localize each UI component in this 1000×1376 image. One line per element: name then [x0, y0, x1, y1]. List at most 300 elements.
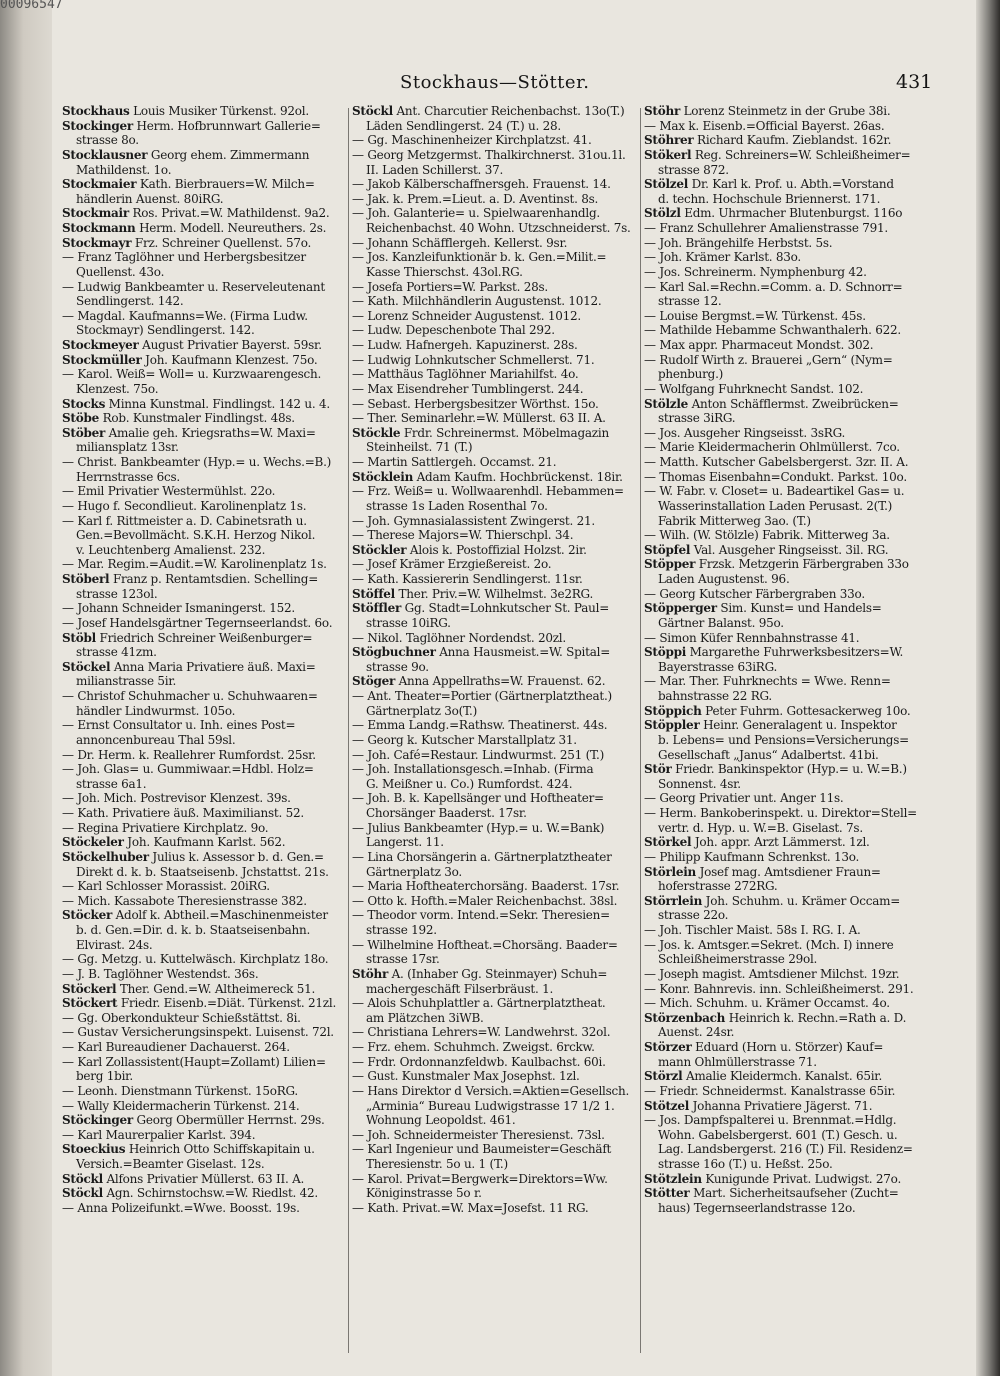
entry-continuation — [352, 1011, 644, 1026]
entry-continuation — [644, 660, 936, 675]
entry-text: — Dr. Herm. k. Reallehrer Rumfordst. 25sr. — [62, 747, 316, 762]
entry-continuation — [62, 382, 354, 397]
sub-entry — [644, 806, 936, 821]
entry-text: — Joh. Brängehilfe Herbstst. 5s. — [644, 235, 833, 250]
surname: Stoeckius — [62, 1142, 126, 1157]
sub-entry — [352, 996, 644, 1011]
entry-text: Josef mag. Amtsdiener Fraun= — [696, 864, 881, 879]
entry-text: — Matth. Kutscher Gabelsbergerst. 3zr. II. A. — [644, 455, 909, 469]
entry-text: strasse 1s Laden Rosenthal 7o. — [366, 498, 548, 513]
surname: Stölzl — [644, 206, 681, 221]
sub-entry — [352, 455, 644, 470]
surname: Stötzlein — [644, 1171, 702, 1186]
entry-text: — Wally Kleidermacherin Türkenst. 214. — [62, 1098, 300, 1113]
sub-entry — [62, 616, 354, 631]
entry-continuation — [62, 470, 354, 485]
surname: Störzer — [644, 1040, 692, 1054]
directory-entry — [644, 206, 936, 221]
surname: Stöckl — [62, 1171, 103, 1186]
sub-entry — [644, 236, 936, 251]
surname: Störlein — [644, 864, 697, 879]
column-1 — [62, 104, 354, 1216]
entry-text: — Leonh. Dienstmann Türkenst. 15oRG. — [62, 1083, 298, 1098]
entry-text: b. Lebens= und Pensions=Versicherungs= — [658, 732, 909, 747]
directory-entry — [62, 221, 354, 236]
sub-entry — [352, 1084, 644, 1099]
entry-text: haus) Tegernseerlandstrasse 12o. — [658, 1200, 856, 1215]
entry-text: Läden Sendlingerst. 24 (T.) u. 28. — [366, 118, 561, 133]
entry-text: Ant. Charcutier Reichenbachst. 13o(T.) — [392, 104, 625, 118]
entry-text: händler Lindwurmst. 105o. — [76, 703, 236, 718]
directory-entry — [352, 426, 644, 441]
sub-entry — [644, 323, 936, 338]
sub-entry — [644, 1113, 936, 1128]
sub-entry — [352, 557, 644, 572]
entry-continuation — [644, 163, 936, 178]
entry-text: — Martin Sattlergeh. Occamst. 21. — [352, 455, 557, 469]
sub-entry — [644, 382, 936, 397]
entry-text: — Jos. k. Amtsger.=Sekret. (Mch. I) innere — [644, 937, 894, 952]
sub-entry — [352, 762, 644, 777]
entry-continuation — [62, 133, 354, 148]
sub-entry — [62, 280, 354, 295]
sub-entry — [352, 1142, 644, 1157]
surname: Störkel — [644, 835, 692, 850]
entry-text: Frz. Schreiner Quellenst. 57o. — [131, 235, 312, 250]
entry-text: — Ther. Seminarlehr.=W. Müllerst. 63 II. A. — [352, 411, 606, 426]
directory-entry — [62, 338, 354, 353]
entry-text: Mart. Sicherheitsaufseher (Zucht= — [689, 1186, 899, 1201]
surname: Stocks — [62, 396, 106, 411]
entry-text: Reg. Schreiners=W. Schleißheimer= — [691, 147, 911, 162]
entry-text: — Frz. Weiß= u. Wollwaarenhdl. Hebammen= — [352, 484, 624, 499]
entry-text: — Wolfgang Fuhrknecht Sandst. 102. — [644, 381, 864, 396]
entry-continuation — [644, 821, 936, 836]
entry-text: Schleißheimerstrasse 29ol. — [658, 952, 818, 967]
directory-entry — [352, 645, 644, 660]
sub-entry — [644, 674, 936, 689]
entry-continuation — [644, 879, 936, 894]
entry-text: hoferstrasse 272RG. — [658, 879, 778, 894]
entry-text: — Jakob Kälberschaffnersgeh. Frauenst. 14. — [352, 177, 611, 192]
sub-entry — [352, 338, 644, 353]
entry-text: Anna Maria Privatiere äuß. Maxi= — [110, 659, 316, 674]
entry-continuation — [644, 733, 936, 748]
entry-text: — Herm. Bankoberinspekt. u. Direktor=Stell= — [644, 806, 917, 820]
entry-text: Elvirast. 24s. — [76, 937, 153, 952]
entry-continuation — [352, 499, 644, 514]
surname: Stöpfel — [644, 542, 691, 557]
entry-continuation — [352, 806, 644, 821]
surname: Stöckert — [62, 996, 118, 1011]
directory-entry — [644, 762, 936, 777]
entry-text: Anna Hausmeist.=W. Spital= — [435, 645, 610, 660]
surname: Stöber — [62, 425, 106, 440]
entry-text: — Gustav Versicherungsinspekt. Luisenst. 72l. — [62, 1025, 334, 1040]
entry-text: — Rudolf Wirth z. Brauerei „Gern“ (Nym= — [644, 352, 893, 367]
surname: Stöbl — [62, 630, 96, 645]
sub-entry — [352, 938, 644, 953]
surname: Stockmann — [62, 221, 136, 235]
sub-entry — [352, 528, 644, 543]
sub-entry — [352, 1025, 644, 1040]
entry-text: — Gg. Metzg. u. Kuttelwäsch. Kirchplatz 18o. — [62, 952, 329, 967]
directory-entry — [644, 704, 936, 719]
sub-entry — [644, 338, 936, 353]
directory-entry — [62, 206, 354, 221]
entry-continuation — [352, 616, 644, 631]
sub-entry — [644, 1084, 936, 1099]
scan-identifier: 00096547 — [0, 0, 63, 12]
entry-text: Richard Kaufm. Zieblandst. 162r. — [693, 133, 892, 148]
entry-continuation — [352, 982, 644, 997]
entry-text: — Karol. Weiß= Woll= u. Kurzwaarengesch. — [62, 367, 322, 382]
directory-entry — [644, 557, 936, 572]
entry-text: strasse 12. — [658, 294, 722, 309]
sub-entry — [352, 514, 644, 529]
entry-text: annoncenbureau Thal 59sl. — [76, 732, 236, 747]
surname: Stöckelhuber — [62, 849, 149, 864]
entry-text: Heinrich k. Rechn.=Rath a. D. — [725, 1010, 907, 1025]
entry-text: — Georg Privatier unt. Anger 11s. — [644, 791, 844, 806]
surname: Stöckerl — [62, 981, 117, 996]
sub-entry — [644, 470, 936, 485]
entry-text: strasse 16o (T.) u. Heßst. 25o. — [658, 1157, 833, 1171]
surname: Stöckle — [352, 425, 401, 440]
entry-text: Joh. Schuhm. u. Krämer Occam= — [702, 893, 901, 908]
sub-entry — [62, 689, 354, 704]
entry-text: — Maria Hoftheaterchorsäng. Baaderst. 17sr. — [352, 879, 620, 894]
entry-text: strasse 10iRG. — [366, 615, 451, 630]
entry-text: miliansplatz 13sr. — [76, 440, 179, 455]
sub-entry — [644, 923, 936, 938]
entry-text: mann Ohlmüllerstrasse 71. — [658, 1054, 817, 1069]
sub-entry — [352, 1128, 644, 1143]
directory-entry — [644, 543, 936, 558]
entry-text: Kunigunde Privat. Ludwigst. 27o. — [701, 1171, 902, 1186]
entry-text: Steinheilst. 71 (T.) — [366, 440, 473, 455]
entry-text: — Philipp Kaufmann Schrenkst. 13o. — [644, 849, 860, 864]
sub-entry — [352, 1069, 644, 1084]
entry-text: Peter Fuhrm. Gottesackerweg 10o. — [701, 703, 911, 718]
directory-entry — [644, 645, 936, 660]
entry-text: — Karl Ingenieur und Baumeister=Geschäft — [352, 1142, 612, 1157]
entry-text: strasse 22o. — [658, 908, 729, 923]
directory-entry — [644, 397, 936, 412]
entry-continuation — [644, 1157, 936, 1172]
surname: Stöberl — [62, 572, 110, 586]
entry-text: am Plätzchen 3iWB. — [366, 1010, 484, 1025]
sub-entry — [644, 353, 936, 368]
entry-text: — Therese Majors=W. Thierschpl. 34. — [352, 528, 574, 543]
sub-entry — [644, 791, 936, 806]
directory-entry — [62, 1142, 354, 1157]
sub-entry — [62, 601, 354, 616]
entry-text: — Max Eisendreher Tumblingerst. 244. — [352, 381, 584, 396]
surname: Stöppich — [644, 703, 702, 718]
sub-entry — [644, 440, 936, 455]
column-2 — [352, 104, 644, 1216]
entry-continuation — [352, 660, 644, 675]
entry-text: G. Meißner u. Co.) Rumfordst. 424. — [366, 776, 573, 791]
entry-text: — Magdal. Kaufmanns=We. (Firma Ludw. — [62, 308, 308, 323]
page-edge-shadow — [976, 0, 1000, 1376]
directory-entry — [62, 353, 354, 368]
sub-entry — [352, 382, 644, 397]
directory-entry — [62, 119, 354, 134]
surname: Stöbe — [62, 411, 99, 426]
sub-entry — [352, 733, 644, 748]
entry-continuation — [62, 543, 354, 558]
sub-entry — [62, 1128, 354, 1143]
entry-continuation — [644, 499, 936, 514]
sub-entry — [644, 967, 936, 982]
entry-continuation — [62, 1069, 354, 1084]
column-3 — [644, 104, 936, 1216]
entry-text: — Simon Küfer Rennbahnstrasse 41. — [644, 630, 860, 645]
sub-entry — [62, 557, 354, 572]
entry-text: Herrnstrasse 6cs. — [76, 469, 180, 484]
sub-entry — [352, 879, 644, 894]
entry-continuation — [62, 923, 354, 938]
entry-text: „Arminia“ Bureau Ludwigstrasse 17 1/2 1. — [366, 1098, 615, 1113]
entry-text: — Frz. ehem. Schuhmch. Zweigst. 6rckw. — [352, 1040, 595, 1054]
sub-entry — [352, 353, 644, 368]
sub-entry — [644, 250, 936, 265]
entry-continuation — [352, 1099, 644, 1114]
entry-text: strasse 872. — [658, 162, 729, 177]
entry-text: — Johann Schneider Ismaningerst. 152. — [62, 601, 295, 616]
entry-text: — Georg Kutscher Färbergraben 33o. — [644, 586, 865, 601]
entry-continuation — [644, 689, 936, 704]
entry-text: Friedr. Bankinspektor (Hyp.= u. W.=B.) — [671, 762, 907, 777]
entry-text: — Joh. Café=Restaur. Lindwurmst. 251 (T.) — [352, 747, 605, 762]
entry-text: — Mar. Regim.=Audit.=W. Karolinenplatz 1s. — [62, 557, 327, 572]
entry-text: Heinr. Generalagent u. Inspektor — [699, 718, 897, 733]
directory-entry — [62, 908, 354, 923]
entry-text: — Joh. Gymnasialassistent Zwingerst. 21. — [352, 513, 595, 528]
sub-entry — [644, 850, 936, 865]
entry-text: Agn. Schirnstochsw.=W. Riedlst. 42. — [102, 1186, 318, 1201]
entry-text: Margarethe Fuhrwerksbesitzers=W. — [686, 645, 904, 660]
entry-text: Joh. Kaufmann Klenzest. 75o. — [141, 352, 318, 367]
entry-continuation — [352, 221, 644, 236]
entry-text: strasse 123ol. — [76, 586, 158, 601]
sub-entry — [352, 294, 644, 309]
directory-entry — [644, 718, 936, 733]
entry-continuation — [644, 952, 936, 967]
entry-text: — Ludw. Hafnergeh. Kapuzinerst. 28s. — [352, 338, 578, 352]
entry-text: — Thomas Eisenbahn=Condukt. Parkst. 10o. — [644, 469, 907, 484]
sub-entry — [352, 908, 644, 923]
entry-text: Direkt d. k. b. Staatseisenb. Jchstattst. 21s. — [76, 864, 329, 879]
entry-text: Amalie geh. Kriegsraths=W. Maxi= — [105, 425, 316, 440]
surname: Stökerl — [644, 147, 692, 162]
sub-entry — [62, 894, 354, 909]
entry-text: — Jos. Dampfspalterei u. Brennmat.=Hdlg. — [644, 1113, 897, 1128]
entry-text: August Privatier Bayerst. 59sr. — [138, 338, 322, 352]
surname: Stör — [644, 762, 672, 777]
entry-continuation — [352, 265, 644, 280]
entry-text: Gärtnerplatz 3o(T.) — [366, 703, 478, 718]
entry-text: A. (Inhaber Gg. Steinmayer) Schuh= — [388, 966, 608, 981]
entry-continuation — [352, 923, 644, 938]
directory-entry — [644, 1069, 936, 1084]
entry-continuation — [62, 938, 354, 953]
entry-continuation — [644, 777, 936, 792]
entry-continuation — [644, 1201, 936, 1216]
entry-text: — Mich. Schuhm. u. Krämer Occamst. 4o. — [644, 996, 890, 1011]
surname: Stöffler — [352, 601, 402, 616]
directory-entry — [62, 177, 354, 192]
entry-continuation — [352, 1157, 644, 1172]
entry-continuation — [644, 1142, 936, 1157]
directory-entry — [352, 104, 644, 119]
entry-text: vertr. d. Hyp. u. W.=B. Giselast. 7s. — [658, 820, 863, 835]
entry-continuation — [644, 1128, 936, 1143]
entry-text: — Franz Taglöhner und Herbergsbesitzer — [62, 250, 306, 265]
entry-continuation — [644, 1025, 936, 1040]
entry-text: — Karl Schlosser Morassist. 20iRG. — [62, 879, 270, 894]
entry-text: Friedrich Schreiner Weißenburger= — [95, 630, 313, 645]
surname: Stöcklein — [352, 469, 414, 484]
entry-text: — Johann Schäfflergeh. Kellerst. 9sr. — [352, 235, 568, 250]
entry-text: — Joh. Glas= u. Gummiwaar.=Hdbl. Holz= — [62, 762, 314, 777]
entry-text: strasse 192. — [366, 923, 437, 937]
sub-entry — [352, 1201, 644, 1216]
entry-text: Johanna Privatiere Jägerst. 71. — [689, 1098, 873, 1113]
entry-text: Kath. Bierbrauers=W. Milch= — [136, 177, 315, 192]
directory-entry — [62, 1186, 354, 1201]
sub-entry — [352, 192, 644, 207]
sub-entry — [644, 119, 936, 134]
entry-text: — Emma Landg.=Rathsw. Theatinerst. 44s. — [352, 718, 608, 733]
entry-text: berg 1bir. — [76, 1069, 133, 1084]
entry-continuation — [62, 777, 354, 792]
surname: Stöckl — [352, 104, 393, 118]
sub-entry — [62, 967, 354, 982]
entry-continuation — [644, 748, 936, 763]
entry-text: — Mar. Ther. Fuhrknechts = Wwe. Renn= — [644, 674, 891, 689]
entry-text: strasse 8o. — [76, 133, 139, 148]
entry-text: — Georg Metzgermst. Thalkirchnerst. 31ou.1l. — [352, 147, 626, 162]
entry-text: — Franz Schullehrer Amalienstrasse 791. — [644, 221, 888, 235]
entry-text: Minna Kunstmal. Findlingst. 142 u. 4. — [105, 396, 330, 411]
entry-text: — Kath. Privatiere äuß. Maximilianst. 52. — [62, 806, 304, 820]
entry-text: — Julius Bankbeamter (Hyp.= u. W.=Bank) — [352, 820, 605, 835]
entry-text: — Sebast. Herbergsbesitzer Wörthst. 15o. — [352, 396, 599, 411]
entry-text: — Ludwig Lohnkutscher Schmellerst. 71. — [352, 352, 595, 367]
entry-continuation — [352, 1186, 644, 1201]
directory-entry — [644, 1040, 936, 1055]
surname: Stölzle — [644, 396, 689, 411]
page-number: 431 — [896, 71, 933, 93]
entry-text: — Jos. Ausgeher Ringseisst. 3sRG. — [644, 425, 846, 440]
surname: Stögbuchner — [352, 645, 436, 660]
surname: Stöckinger — [62, 1113, 133, 1128]
sub-entry — [352, 850, 644, 865]
entry-text: Julius k. Assessor b. d. Gen.= — [148, 849, 324, 864]
entry-text: Frdr. Schreinermst. Möbelmagazin — [400, 425, 609, 440]
entry-text: Stockmayr) Sendlingerst. 142. — [76, 323, 255, 338]
entry-text: Alfons Privatier Müllerst. 63 II. A. — [102, 1171, 305, 1186]
sub-entry — [62, 1099, 354, 1114]
sub-entry — [62, 791, 354, 806]
entry-text: Mathildenst. 1o. — [76, 162, 172, 177]
sub-entry — [352, 236, 644, 251]
directory-entry — [62, 411, 354, 426]
sub-entry — [352, 484, 644, 499]
entry-text: — Christiana Lehrers=W. Landwehrst. 32ol. — [352, 1025, 611, 1040]
sub-entry — [352, 689, 644, 704]
entry-text: — J. B. Taglöhner Westendst. 36s. — [62, 966, 259, 981]
entry-text: — Karl Maurerpalier Karlst. 394. — [62, 1127, 256, 1142]
entry-continuation — [644, 367, 936, 382]
entry-text: — Karol. Privat=Bergwerk=Direktors=Ww. — [352, 1171, 608, 1186]
entry-text: Ros. Privat.=W. Mathildenst. 9a2. — [128, 206, 330, 221]
entry-text: v. Leuchtenberg Amalienst. 232. — [76, 542, 266, 557]
sub-entry — [62, 1084, 354, 1099]
sub-entry — [62, 1025, 354, 1040]
entry-text: — Christof Schuhmacher u. Schuhwaaren= — [62, 689, 318, 703]
surname: Stöppi — [644, 645, 687, 660]
sub-entry — [62, 1201, 354, 1216]
directory-entry — [644, 894, 936, 909]
surname: Stocklausner — [62, 147, 148, 162]
entry-text: Fabrik Mitterweg 3ao. (T.) — [658, 513, 811, 528]
entry-continuation — [352, 835, 644, 850]
entry-text: Lag. Landsbergerst. 216 (T.) Fil. Residenz= — [658, 1142, 913, 1157]
directory-entry — [644, 601, 936, 616]
entry-text: — Joh. Mich. Postrevisor Klenzest. 39s. — [62, 791, 291, 806]
directory-entry — [644, 133, 936, 148]
surname: Stockmaier — [62, 177, 137, 192]
entry-text: Georg Obermüller Herrnst. 29s. — [132, 1113, 325, 1128]
sub-entry — [644, 631, 936, 646]
sub-entry — [644, 996, 936, 1011]
surname: Stockmeyer — [62, 338, 139, 352]
entry-text: — Karl Bureaudiener Dachauerst. 264. — [62, 1040, 290, 1054]
directory-entry — [62, 631, 354, 646]
entry-text: — Josef Krämer Erzgießereist. 2o. — [352, 557, 552, 572]
sub-entry — [62, 748, 354, 763]
sub-entry — [352, 177, 644, 192]
sub-entry — [352, 1040, 644, 1055]
entry-text: — Wilhelmine Hoftheat.=Chorsäng. Baader= — [352, 937, 618, 952]
entry-continuation — [62, 265, 354, 280]
entry-continuation — [62, 294, 354, 309]
sub-entry — [352, 148, 644, 163]
entry-text: Gen.=Bevollmächt. S.K.H. Herzog Nikol. — [76, 528, 316, 543]
entry-continuation — [62, 587, 354, 602]
entry-text: — Joh. B. k. Kapellsänger und Hoftheater= — [352, 791, 604, 806]
sub-entry — [62, 762, 354, 777]
entry-text: — Gg. Maschinenheizer Kirchplatzst. 41. — [352, 133, 592, 148]
sub-entry — [352, 133, 644, 148]
entry-text: — Joh. Galanterie= u. Spielwaarenhandlg. — [352, 206, 600, 221]
entry-text: Joh. appr. Arzt Lämmerst. 1zl. — [691, 835, 870, 850]
directory-entry — [62, 1172, 354, 1187]
entry-text: — Jos. Schreinerm. Nymphenburg 42. — [644, 264, 867, 279]
surname: Stöcker — [62, 908, 113, 923]
entry-text: Ther. Priv.=W. Wilhelmst. 3e2RG. — [394, 586, 594, 601]
surname: Stockmayr — [62, 235, 132, 250]
entry-continuation — [62, 1157, 354, 1172]
entry-text: Wasserinstallation Laden Perusast. 2(T.) — [658, 498, 893, 513]
sub-entry — [352, 323, 644, 338]
sub-entry — [62, 1055, 354, 1070]
entry-text: — Karl Zollassistent(Haupt=Zollamt) Lilien= — [62, 1054, 326, 1069]
